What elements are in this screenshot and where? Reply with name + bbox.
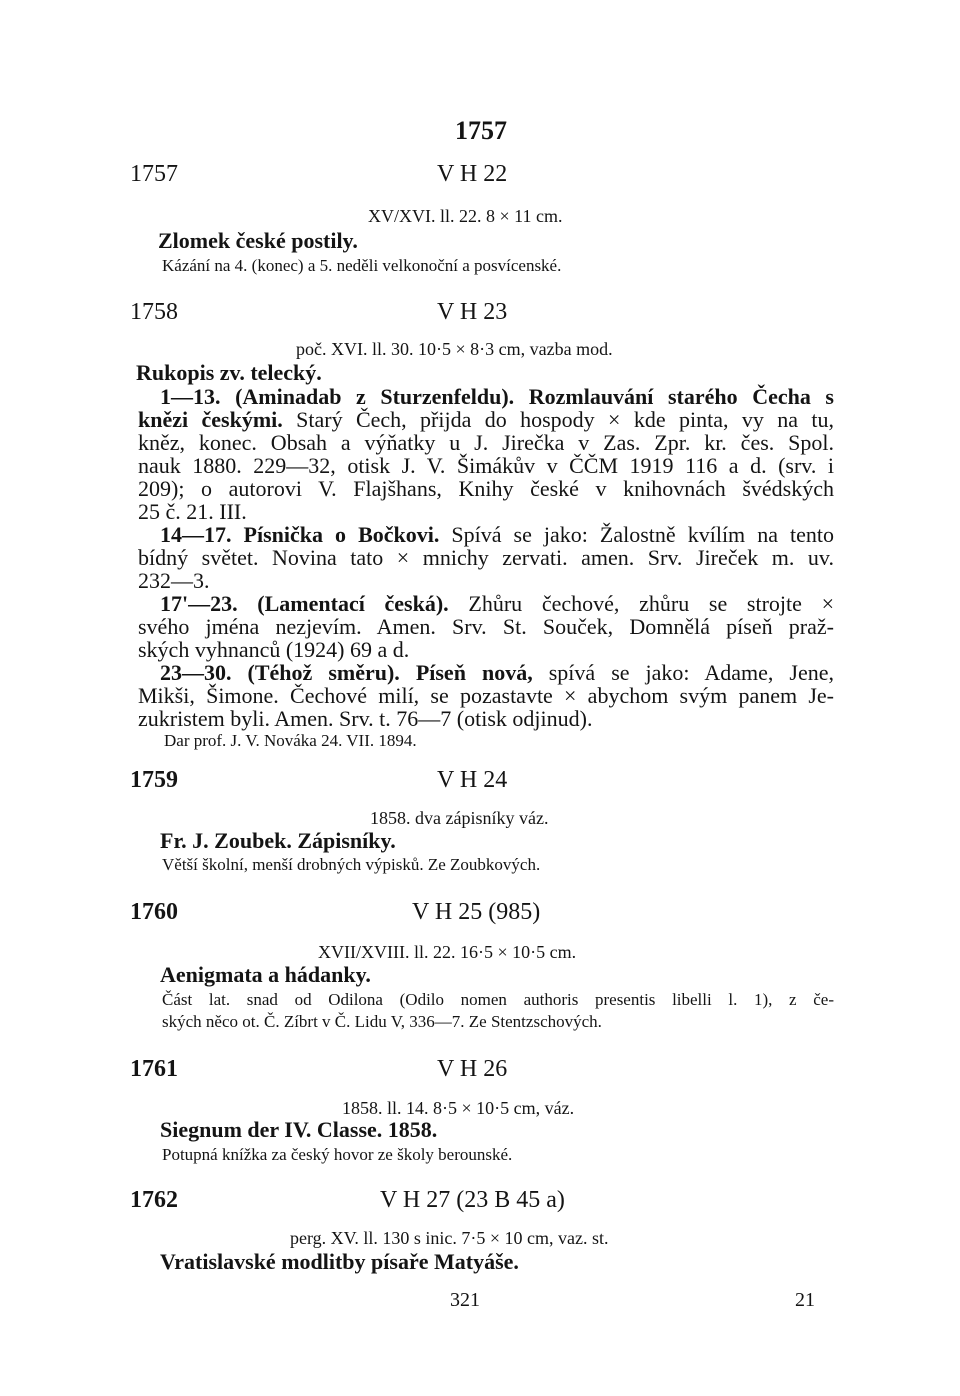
physical-description: poč. XVI. ll. 30. 10·5 × 8·3 cm, vazba mod. [296,339,613,359]
entry-note-line: Část lat. snad od Odilona (Odilo nomen authoris presentis libelli l. 1), z če- [162,990,834,1009]
entry-number: 1759 [130,767,178,793]
bold-run: 14—17. Písnička o Bočkovi. [160,522,440,547]
shelf-signature: V H 26 [437,1056,508,1082]
physical-description: XVII/XVIII. ll. 22. 16·5 × 10·5 cm. [318,942,577,962]
page-number: 321 [450,1289,480,1311]
physical-description: XV/XVI. ll. 22. 8 × 11 cm. [368,206,563,226]
text-run: nauk 1880. 229—32, otisk J. V. Šimákův v ČČM 1919 116 a d. (srv. i [138,453,834,478]
text-run: Zhůru čechové, zhůru se strojte × [448,591,834,616]
shelf-signature: V H 22 [437,161,508,187]
running-head: 1757 [455,116,507,145]
entry-note: Potupná knížka za český hovor ze školy berounské. [162,1145,513,1164]
physical-description: perg. XV. ll. 130 s inic. 7·5 × 10 cm, vaz. st. [290,1228,609,1248]
entry-number: 1762 [130,1187,178,1213]
bold-run: 23—30. (Téhož směru). Píseň nová, [160,660,533,685]
entry-title: Zlomek české postily. [158,228,358,253]
text-run: zukristem byli. Amen. Srv. t. 76—7 (otisk odjinud). [138,706,593,731]
entry-note-line: ských něco ot. Č. Zíbrt v Č. Lidu V, 336—7. Ze Stentzschových. [162,1012,602,1031]
entry-title: Fr. J. Zoubek. Zápisníky. [160,828,396,853]
text-run: bídný světet. Novina tato × mnichy zervati. amen. Srv. Jireček m. uv. [138,545,834,570]
entry-note: Kázání na 4. (konec) a 5. neděli velkonoční a posvícenské. [162,256,562,275]
shelf-signature: V H 27 (23 B 45 a) [380,1187,565,1213]
sheet-number: 21 [795,1289,815,1311]
entry-title: Siegnum der IV. Classe. 1858. [160,1117,438,1142]
donor-note: Dar prof. J. V. Nováka 24. VII. 1894. [164,731,417,750]
shelf-signature: V H 25 (985) [412,899,541,925]
entry-title: Rukopis zv. telecký. [136,360,322,385]
entry-title: Aenigmata a hádanky. [160,962,371,987]
text-run: 25 č. 21. III. [138,499,247,524]
entry-number: 1760 [130,899,178,925]
text-run: 232—3. [138,568,210,593]
entry-number: 1757 [130,161,178,187]
bold-run: 1—13. (Aminadab z Sturzenfeldu). Rozmlauvání starého Čecha s [160,384,834,409]
shelf-signature: V H 24 [437,767,508,793]
physical-description: 1858. dva zápisníky váz. [370,808,549,828]
text-run: spívá se jako: Adame, Jene, [532,660,834,685]
entry-note: Větší školní, menší drobných výpisků. Ze Zoubkových. [162,855,541,874]
entry-title: Vratislavské modlitby písaře Matyáše. [160,1249,519,1274]
text-run: Starý Čech, přijda do hospody × kde pinta, vy na tu, [282,407,834,432]
shelf-signature: V H 23 [437,299,508,325]
text-run: svého jména nezjevím. Amen. Srv. St. Souček, Domnělá píseň praž- [138,614,834,639]
text-run: 209); o autorovi V. Flajšhans, Knihy české v knihovnách švédských [138,476,834,501]
text-run: Mikši, Šimone. Čechové milí, se pozastavte × abychom svým panem Je- [138,683,834,708]
bold-run: 17'—23. (Lamentací česká). [160,591,449,616]
body-line [138,706,834,732]
text-run: Spívá se jako: Žalostně kvílím na tento [439,522,834,547]
physical-description: 1858. ll. 14. 8·5 × 10·5 cm, váz. [342,1098,575,1118]
entry-number: 1761 [130,1056,178,1082]
entry-number: 1758 [130,299,178,325]
text-run: ských vyhnanců (1924) 69 a d. [138,637,410,662]
bold-run: knězi českými. [138,407,283,432]
text-run: kněz, konec. Obsah a výňatky u J. Jirečka v Zas. Zpr. kr. čes. Spol. [138,430,834,455]
